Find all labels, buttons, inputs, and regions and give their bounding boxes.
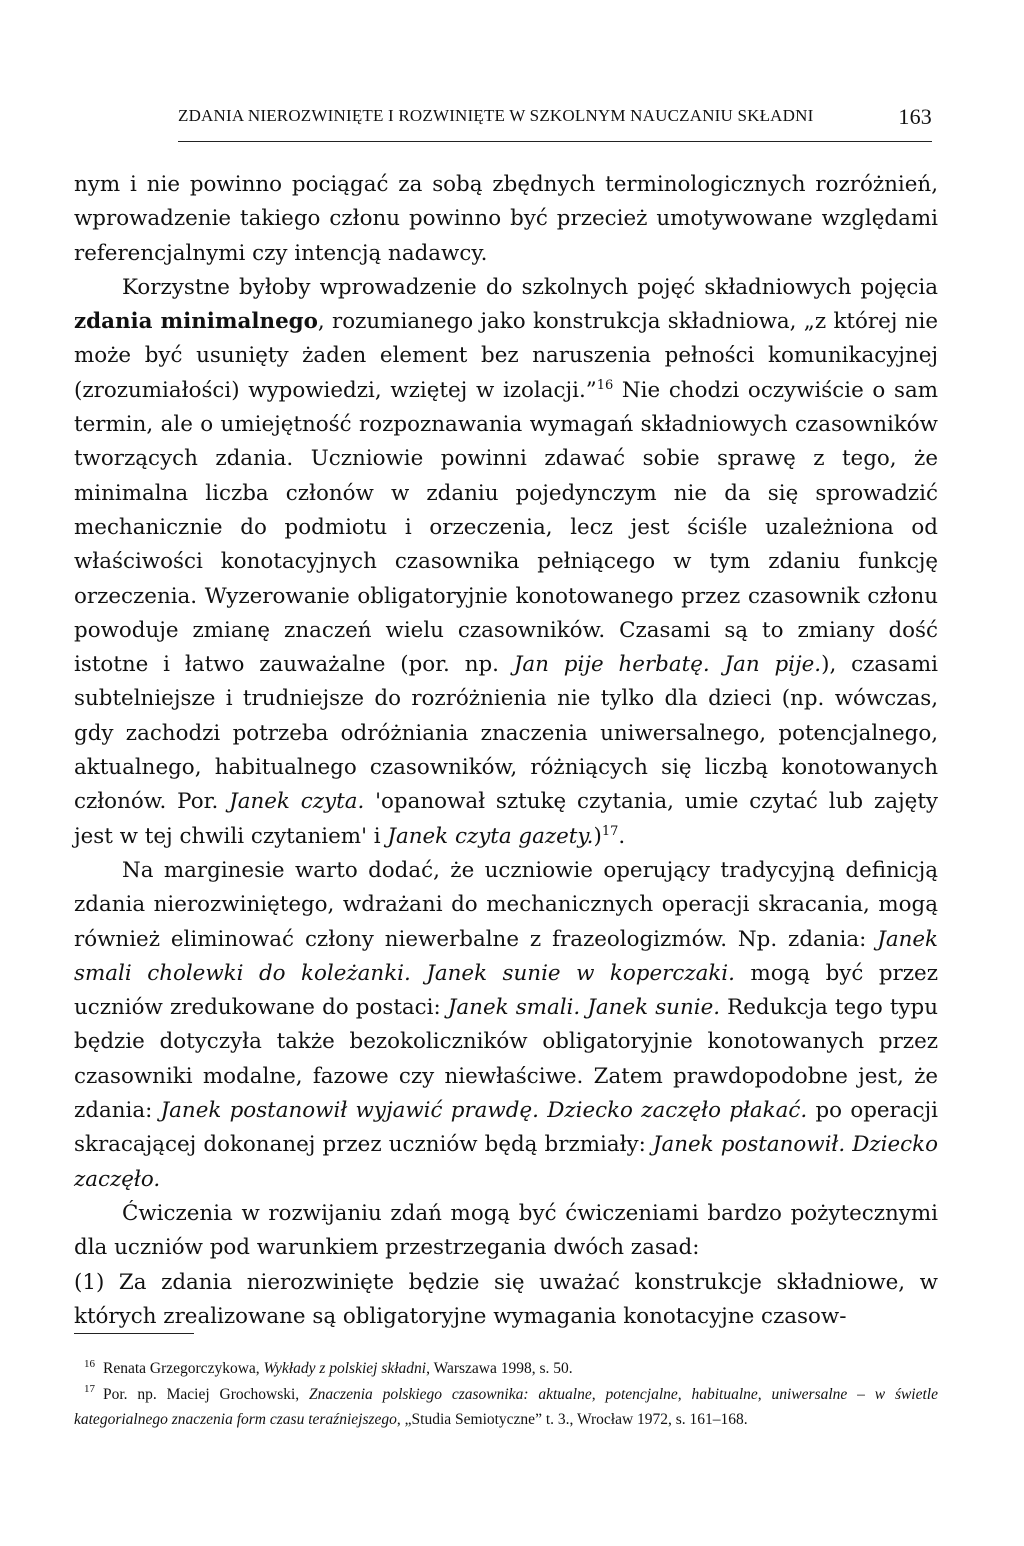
text-run: Redukcja tego typu będzie dotyczyła także bezokoliczników obligatoryjnie konotowanych przez czasowniki modalne, fazowe czy niewłaściwe. Zatem prawdopodobne jest, że zdania:: [74, 995, 938, 1124]
paragraph-2: [74, 271, 938, 854]
footnote-17: [74, 1382, 938, 1433]
text-run: Por. np. Maciej Grochowski,: [103, 1385, 310, 1403]
running-header: [178, 104, 932, 129]
text-run: Na marginesie warto dodać, że uczniowie operujący tradycyjną definicją zdania nierozwiniętego, wdrażani do mechanicznych operacji skracania, mogą również eliminować człony niewerbalne z frazeologizmów. Np. zdania:: [74, 857, 938, 952]
footnote-ref-17[interactable]: 17: [601, 823, 619, 839]
footnotes: [74, 1356, 938, 1433]
text-run: Renata Grzegorczykowa,: [103, 1360, 264, 1377]
text-run: Nie chodzi oczywiście o sam termin, ale o umiejętność rozpoznawania wymagań składniowych czasowników tworzących zdania. Uczniowie powinni zdawać sobie sprawę z tego, że minimalna liczba członów w zdaniu pojedynczym nie da się sprowadzić mechanicznie do podmiotu i orzeczenia, lecz jest ściśle uzależniona od właściwości konotacyjnych czasownika pełniącego w tym zdaniu funkcję orzeczenia. Wyzerowanie obligatoryjnie konotowanego przez czasownik członu powoduje zmianę znaczeń wielu czasowników. Czasami są to zmiany dość istotne i łatwo zauważalne (por. np.: [74, 377, 938, 678]
example-italic: Janek postanowił wyjawić prawdę. Dziecko zaczęło płakać.: [160, 1098, 808, 1124]
text-run: ): [593, 823, 602, 849]
text-run: , „Studia Semiotyczne” t. 3., Wrocław 1972, s. 161–168.: [396, 1411, 748, 1428]
text-run: po operacji skracającej dokonanej przez uczniów będą brzmiały:: [74, 1098, 938, 1158]
footnote-16: [74, 1356, 938, 1382]
text-run: , rozumianego jako konstrukcja składniowa, „z której nie może być usunięty żaden element bez naruszenia pełności komunikacyjnej (zrozumiałości) wypowiedzi, wziętej w izolacji.”: [74, 309, 938, 403]
paragraph-3: [74, 854, 938, 1197]
bold-term: zdania minimalnego: [74, 309, 318, 335]
text-run: mogą być przez uczniów zredukowane do postaci:: [74, 960, 938, 1021]
citation-title: Znaczenia polskiego czasownika: aktualne, potencjalne, habitualne, uniwersalne – w świetle kategorialnego znaczenia form czasu teraźniejszego: [74, 1385, 938, 1428]
text-run: Korzystne byłoby wprowadzenie do szkolnych pojęć składniowych pojęcia: [122, 274, 938, 300]
running-title: ZDANIA NIEROZWINIĘTE I ROZWINIĘTE W SZKOLNYM NAUCZANIU SKŁADNI: [178, 106, 814, 125]
example-italic: Janek smali. Janek sunie.: [447, 995, 721, 1021]
text-run: , Warszawa 1998, s. 50.: [426, 1360, 573, 1377]
text-run: ), czasami subtelniejsze i trudniejsze do rozróżnienia nie tylko dla dzieci (np. wówczas, gdy zachodzi potrzeba odróżniania znaczenia uniwersalnego, potencjalnego, aktualnego, habitualnego czasowników, różniących się liczbą konotowanych członów. Por.: [74, 652, 938, 815]
example-italic: Janek czyta.: [229, 789, 365, 815]
text-run: .: [618, 823, 626, 849]
paragraph-5: (1) Za zdania nierozwinięte będzie się uważać konstrukcje składniowe, w których zrealizowane są obligatoryjne wymagania konotacyjne czasow-: [74, 1269, 938, 1329]
page-number: 163: [898, 104, 932, 129]
main-text: [74, 168, 938, 1334]
paragraph-4: Ćwiczenia w rozwijaniu zdań mogą być ćwiczeniami bardzo pożytecznymi dla uczniów pod warunkiem przestrzegania dwóch zasad:: [74, 1200, 938, 1261]
footnote-rule: [74, 1333, 194, 1334]
example-italic: Janek czyta gazety.: [387, 823, 594, 849]
example-italic: Janek postanowił. Dziecko zaczęło.: [74, 1132, 938, 1192]
paragraph-1: nym i nie powinno pociągać za sobą zbędnych terminologicznych rozróżnień, wprowadzenie takiego członu powinno być przecież umotywowane względami referencjalnymi czy intencją nadawcy.: [74, 172, 938, 266]
text-run: 'opanował sztukę czytania, umie czytać lub zajęty jest w tej chwili czytaniem' i: [74, 789, 938, 849]
footnote-ref-16[interactable]: 16: [596, 377, 614, 393]
example-italic: Jan pije herbatę. Jan pije.: [513, 652, 822, 678]
footnote-number: 17: [84, 1383, 95, 1396]
header-rule: [178, 141, 932, 142]
footnote-number: 16: [84, 1357, 95, 1370]
example-italic: Janek smali cholewki do koleżanki. Janek sunie w koperczaki.: [74, 926, 938, 986]
citation-title: Wykłady z polskiej składni: [263, 1360, 427, 1377]
